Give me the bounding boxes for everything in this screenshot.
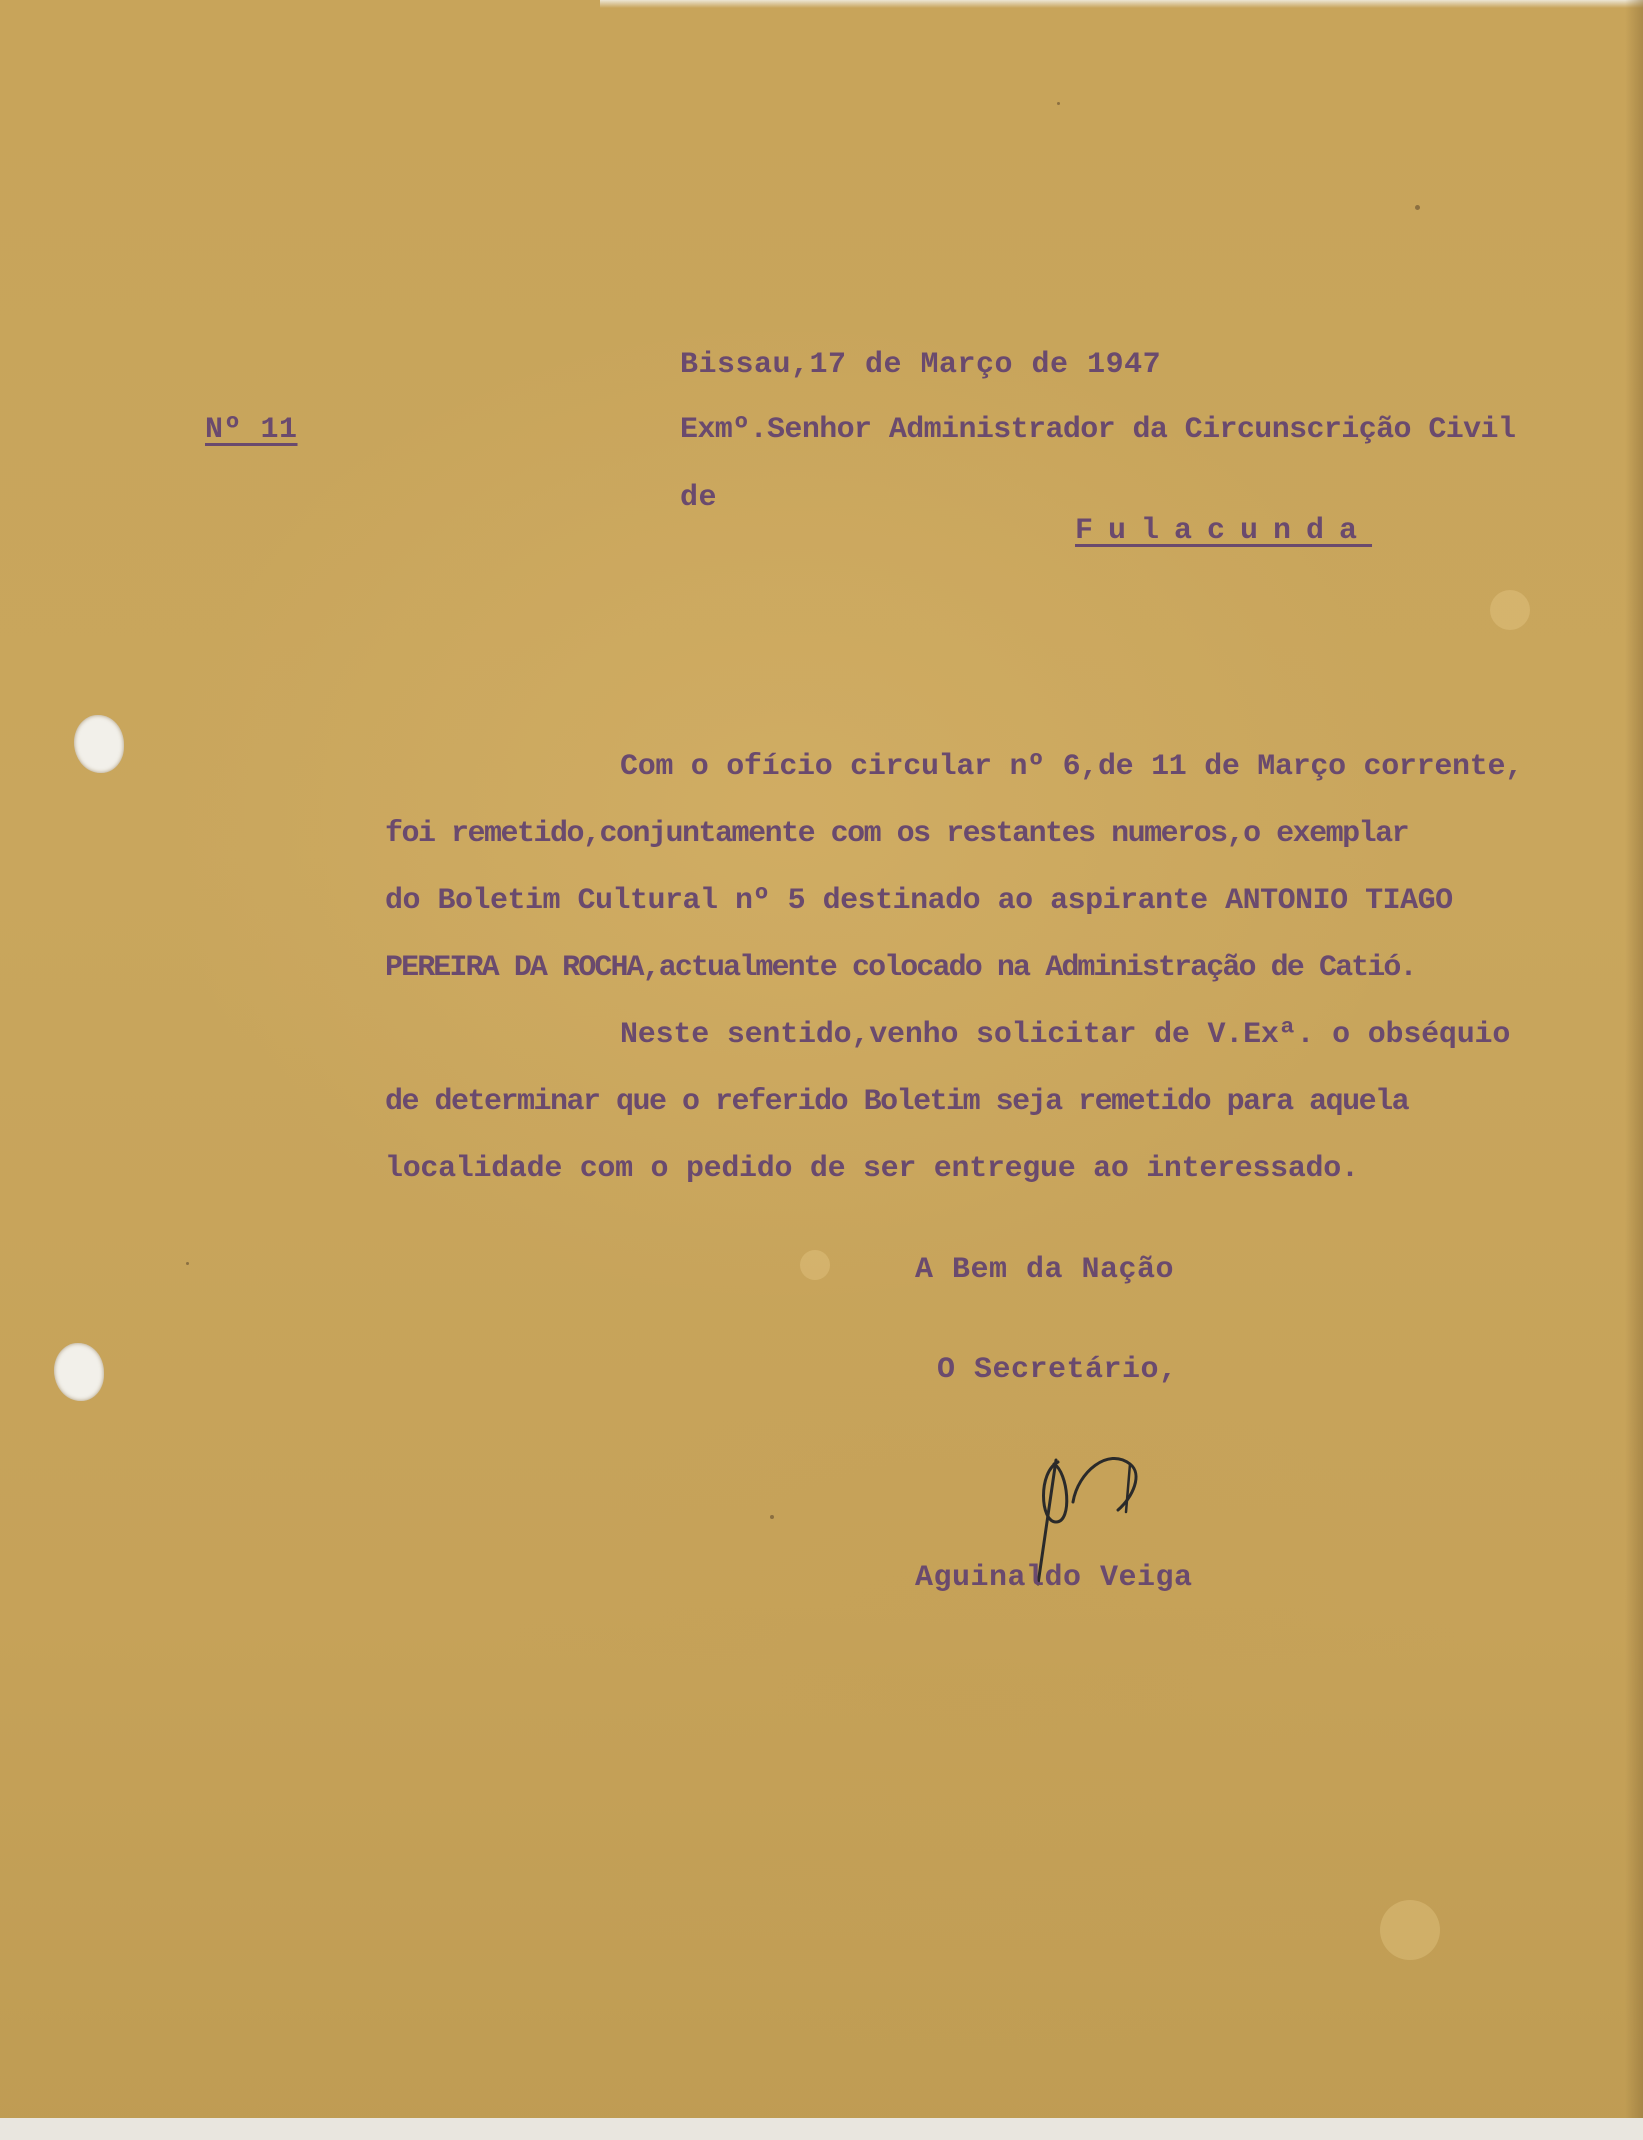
addressee-place: Fulacunda — [1075, 514, 1373, 548]
paper-speck — [186, 1262, 189, 1265]
paper-speck — [1057, 102, 1060, 105]
body-line-2: foi remetido,conjuntamente com os restantes numeros,o exemplar — [385, 817, 1409, 851]
body-line-5: Neste sentido,venho solicitar de V.Exª. o obséquio — [620, 1018, 1511, 1052]
page-top-edge — [600, 0, 1643, 8]
body-line-7: localidade com o pedido de ser entregue ao interessado. — [385, 1152, 1359, 1186]
body-line-1: Com o ofício circular nº 6,de 11 de Março corrente, — [620, 750, 1523, 784]
signatory-name: Aguinaldo Veiga — [915, 1561, 1193, 1595]
body-line-3: do Boletim Cultural nº 5 destinado ao aspirante ANTONIO TIAGO — [385, 884, 1453, 918]
punch-hole-lower — [54, 1343, 104, 1401]
paper-stain — [800, 1250, 830, 1280]
paper-speck — [770, 1515, 774, 1519]
paper-speck — [1415, 205, 1420, 210]
punch-hole-upper — [74, 715, 124, 773]
body-line-6: de determinar que o referido Boletim seja remetido para aquela — [385, 1085, 1409, 1119]
addressee-line-2: de — [680, 481, 718, 515]
signatory-title: O Secretário, — [937, 1353, 1178, 1387]
addressee-line-1: Exmº.Senhor Administrador da Circunscrição Civil — [680, 413, 1516, 447]
page-right-edge — [1625, 0, 1643, 2140]
scan-bottom-border — [0, 2118, 1643, 2140]
closing-salutation: A Bem da Nação — [915, 1253, 1175, 1287]
place-date: Bissau,17 de Março de 1947 — [680, 348, 1162, 382]
paper-stain — [1380, 1900, 1440, 1960]
body-line-4: PEREIRA DA ROCHA,actualmente colocado na Administração de Catió. — [385, 951, 1416, 985]
letter-number: Nº 11 — [205, 413, 298, 447]
paper-stain — [1490, 590, 1530, 630]
